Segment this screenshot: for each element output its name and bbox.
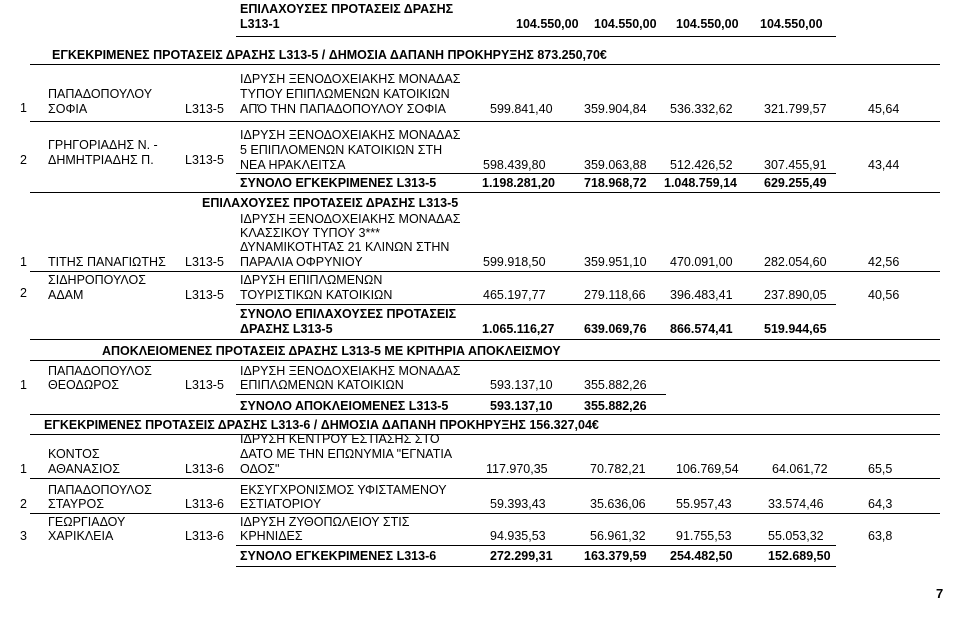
value-cell: 359.904,84 <box>584 102 647 116</box>
value-cell: 55.957,43 <box>676 497 732 511</box>
value-cell: 598.439,80 <box>483 158 546 172</box>
row-number: 1 <box>20 378 27 392</box>
beneficiary-name: ΠΑΠΑΔΟΠΟΥΛΟΥ <box>48 87 153 101</box>
row-number: 1 <box>20 462 27 476</box>
project-description: ΙΔΡΥΣΗ ΞΕΝΟΔΟΧΕΙΑΚΗΣ ΜΟΝΑΔΑΣ <box>240 212 461 226</box>
value-cell: 56.961,32 <box>590 529 646 543</box>
project-description: ΕΠΙΠΛΩΜΕΝΩΝ ΚΑΤΟΙΚΙΩΝ <box>240 378 404 392</box>
action-code: L313-5 <box>185 378 224 392</box>
divider <box>30 513 940 514</box>
divider <box>236 394 666 395</box>
beneficiary-name: ΣΙΔΗΡΟΠΟΥΛΟΣ <box>48 273 146 287</box>
value-cell: 321.799,57 <box>764 102 827 116</box>
divider <box>236 36 836 37</box>
value-cell: 282.054,60 <box>764 255 827 269</box>
score-cell: 63,8 <box>868 529 893 543</box>
project-description: ΙΔΡΥΣΗ ΖΥΘΟΠΩΛΕΙΟΥ ΣΤΙΣ <box>240 515 410 529</box>
value-cell: 599.841,40 <box>490 102 553 116</box>
value-cell: 55.053,32 <box>768 529 824 543</box>
divider <box>30 64 940 65</box>
divider <box>30 478 940 479</box>
value-cell: 94.935,53 <box>490 529 546 543</box>
divider <box>236 304 836 305</box>
score-cell: 45,64 <box>868 102 900 116</box>
value-cell: 359.063,88 <box>584 158 647 172</box>
row-number: 2 <box>20 497 27 511</box>
score-cell: 65,5 <box>868 462 893 476</box>
value-cell: 104.550,00 <box>594 17 657 31</box>
value-cell: 599.918,50 <box>483 255 546 269</box>
value-cell: 465.197,77 <box>483 288 546 302</box>
value-cell: 512.426,52 <box>670 158 733 172</box>
value-cell: 470.091,00 <box>670 255 733 269</box>
beneficiary-name: ΑΔΑΜ <box>48 288 84 302</box>
beneficiary-name: ΠΑΠΑΔΟΠΟΥΛΟΣ <box>48 364 152 378</box>
value-cell: 117.970,35 <box>486 462 548 476</box>
value-cell: 237.890,05 <box>764 288 827 302</box>
total-value: 629.255,49 <box>764 176 827 190</box>
score-cell: 42,56 <box>868 255 900 269</box>
total-value: 272.299,31 <box>490 549 553 563</box>
value-cell: 59.393,43 <box>490 497 546 511</box>
beneficiary-name: ΣΤΑΥΡΟΣ <box>48 497 104 511</box>
divider <box>30 339 940 340</box>
value-cell: 359.951,10 <box>584 255 647 269</box>
divider <box>30 434 940 435</box>
action-code: L313-5 <box>185 153 224 167</box>
value-cell: 91.755,53 <box>676 529 732 543</box>
total-value: 355.882,26 <box>584 399 647 413</box>
divider <box>30 414 940 415</box>
value-cell: 64.061,72 <box>772 462 828 476</box>
value-cell: 396.483,41 <box>670 288 733 302</box>
beneficiary-name: ΑΘΑΝΑΣΙΟΣ <box>48 462 120 476</box>
divider <box>236 566 836 567</box>
beneficiary-name: ΠΑΠΑΔΟΠΟΥΛΟΣ <box>48 483 152 497</box>
project-description: ΔΥΝΑΜΙΚΟΤΗΤΑΣ 21 ΚΛΙΝΩΝ ΣΤΗΝ <box>240 240 450 254</box>
beneficiary-name: ΘΕΟΔΩΡΟΣ <box>48 378 120 392</box>
pending-l313-1-title: ΕΠΙΛΑΧΟΥΣΕΣ ΠΡΟΤΑΣΕΙΣ ΔΡΑΣΗΣ <box>240 2 454 16</box>
beneficiary-name: ΣΟΦΙΑ <box>48 102 88 116</box>
total-label: ΣΥΝΟΛΟ ΕΠΙΛΑΧΟΥΣΕΣ ΠΡΟΤΑΣΕΙΣ <box>240 307 457 321</box>
action-code: L313-6 <box>185 529 224 543</box>
value-cell: 536.332,62 <box>670 102 733 116</box>
score-cell: 40,56 <box>868 288 900 302</box>
total-value: 593.137,10 <box>490 399 553 413</box>
action-code: L313-5 <box>185 255 224 269</box>
project-description: ΤΥΠΟΥ ΕΠΙΠΛΩΜΕΝΩΝ ΚΑΤΟΙΚΙΩΝ <box>240 87 450 101</box>
row-number: 2 <box>20 153 27 167</box>
value-cell: 104.550,00 <box>760 17 823 31</box>
value-cell: 104.550,00 <box>516 17 579 31</box>
total-value: 519.944,65 <box>764 322 827 336</box>
project-description: ΚΛΑΣΣΙΚΟΥ ΤΥΠΟΥ 3*** <box>240 226 381 240</box>
row-number: 3 <box>20 529 27 543</box>
beneficiary-name: ΚΟΝΤΟΣ <box>48 447 100 461</box>
total-value: 152.689,50 <box>768 549 831 563</box>
section-header-pending-l313-5: ΕΠΙΛΑΧΟΥΣΕΣ ΠΡΟΤΑΣΕΙΣ ΔΡΑΣΗΣ L313-5 <box>202 196 459 210</box>
beneficiary-name: ΓΡΗΓΟΡΙΑΔΗΣ Ν. - <box>48 138 158 152</box>
score-cell: 64,3 <box>868 497 893 511</box>
project-description: ΕΣΤΙΑΤΟΡΙΟΥ <box>240 497 322 511</box>
project-description: ΕΚΣΥΓΧΡΟΝΙΣΜΟΣ ΥΦΙΣΤΑΜΕΝΟΥ <box>240 483 447 497</box>
score-cell: 43,44 <box>868 158 900 172</box>
row-number: 1 <box>20 255 27 269</box>
project-description: ΟΔΟΣ" <box>240 462 280 476</box>
project-description: ΙΔΡΥΣΗ ΞΕΝΟΔΟΧΕΙΑΚΗΣ ΜΟΝΑΔΑΣ <box>240 364 461 378</box>
value-cell: 106.769,54 <box>676 462 739 476</box>
page-number: 7 <box>936 586 944 601</box>
project-description: ΙΔΡΥΣΗ ΕΠΙΠΛΩΜΕΝΩΝ <box>240 273 383 287</box>
total-value: 639.069,76 <box>584 322 647 336</box>
total-value: 163.379,59 <box>584 549 647 563</box>
project-description: ΝΕΑ ΗΡΑΚΛΕΙΤΣΑ <box>240 158 346 172</box>
action-code: L313-6 <box>185 462 224 476</box>
action-code: L313-6 <box>185 497 224 511</box>
beneficiary-name: ΓΕΩΡΓΙΑΔΟΥ <box>48 515 126 529</box>
section-header-approved-l313-5: ΕΓΚΕΚΡΙΜΕΝΕΣ ΠΡΟΤΑΣΕΙΣ ΔΡΑΣΗΣ L313-5 / ΔΗΜΟΣΙΑ ΔΑΠΑΝΗ ΠΡΟΚΗΡΥΞΗΣ 873.250,70€ <box>52 48 607 62</box>
divider <box>236 545 836 546</box>
total-value: 718.968,72 <box>584 176 647 190</box>
total-value: 1.198.281,20 <box>482 176 555 190</box>
project-description: ΠΑΡΑΛΙΑ ΟΦΡΥΝΙΟΥ <box>240 255 363 269</box>
beneficiary-name: ΔΗΜΗΤΡΙΑΔΗΣ Π. <box>48 153 154 167</box>
total-label: ΔΡΑΣΗΣ L313-5 <box>240 322 333 336</box>
total-label: ΣΥΝΟΛΟ ΕΓΚΕΚΡΙΜΕΝΕΣ L313-6 <box>240 549 437 563</box>
value-cell: 307.455,91 <box>764 158 827 172</box>
divider <box>30 192 940 193</box>
action-code: L313-5 <box>185 102 224 116</box>
divider <box>236 173 836 174</box>
row-number: 1 <box>20 101 27 115</box>
total-label: ΣΥΝΟΛΟ ΕΓΚΕΚΡΙΜΕΝΕΣ L313-5 <box>240 176 437 190</box>
total-value: 1.065.116,27 <box>482 322 555 336</box>
project-description: ΙΔΡΥΣΗ ΚΕΝΤΡΟΥ ΕΣΤΙΑΣΗΣ ΣΤΟ <box>240 432 440 446</box>
project-description: ΑΠΌ ΤΗΝ ΠΑΠΑΔΟΠΟΥΛΟΥ ΣΟΦΙΑ <box>240 102 446 116</box>
divider <box>30 360 940 361</box>
project-description: ΔΑΤΟ ΜΕ ΤΗΝ ΕΠΩΝΥΜΙΑ "ΕΓΝΑΤΙΑ <box>240 447 453 461</box>
value-cell: 35.636,06 <box>590 497 646 511</box>
beneficiary-name: ΤΙΤΗΣ ΠΑΝΑΓΙΩΤΗΣ <box>48 255 166 269</box>
project-description: 5 ΕΠΙΠΛΟΜΕΝΩΝ ΚΑΤΟΙΚΙΩΝ ΣΤΗ <box>240 143 443 157</box>
section-header-approved-l313-6: ΕΓΚΕΚΡΙΜΕΝΕΣ ΠΡΟΤΑΣΕΙΣ ΔΡΑΣΗΣ L313-6 / ΔΗΜΟΣΙΑ ΔΑΠΑΝΗ ΠΡΟΚΗΡΥΞΗΣ 156.327,04€ <box>44 418 599 432</box>
divider <box>30 121 940 122</box>
total-value: 1.048.759,14 <box>664 176 737 190</box>
total-value: 866.574,41 <box>670 322 733 336</box>
row-number: 2 <box>20 286 27 300</box>
beneficiary-name: ΧΑΡΙΚΛΕΙΑ <box>48 529 114 543</box>
value-cell: 70.782,21 <box>590 462 646 476</box>
value-cell: 355.882,26 <box>584 378 647 392</box>
pending-l313-1-code: L313-1 <box>240 17 280 31</box>
value-cell: 104.550,00 <box>676 17 739 31</box>
project-description: ΙΔΡΥΣΗ ΞΕΝΟΔΟΧΕΙΑΚΗΣ ΜΟΝΑΔΑΣ <box>240 72 461 86</box>
value-cell: 33.574,46 <box>768 497 824 511</box>
value-cell: 279.118,66 <box>584 288 646 302</box>
value-cell: 593.137,10 <box>490 378 553 392</box>
project-description: ΙΔΡΥΣΗ ΞΕΝΟΔΟΧΕΙΑΚΗΣ ΜΟΝΑΔΑΣ <box>240 128 461 142</box>
project-description: ΤΟΥΡΙΣΤΙΚΩΝ ΚΑΤΟΙΚΙΩΝ <box>240 288 393 302</box>
total-label: ΣΥΝΟΛΟ ΑΠΟΚΛΕΙΟΜΕΝΕΣ L313-5 <box>240 399 449 413</box>
section-header-excluded-l313-5: ΑΠΟΚΛΕΙΟΜΕΝΕΣ ΠΡΟΤΑΣΕΙΣ ΔΡΑΣΗΣ L313-5 ΜΕ ΚΡΙΤΗΡΙΑ ΑΠΟΚΛΕΙΣΜΟΥ <box>102 344 561 358</box>
project-description: ΚΡΗΝΙΔΕΣ <box>240 529 303 543</box>
divider <box>30 271 940 272</box>
action-code: L313-5 <box>185 288 224 302</box>
total-value: 254.482,50 <box>670 549 733 563</box>
